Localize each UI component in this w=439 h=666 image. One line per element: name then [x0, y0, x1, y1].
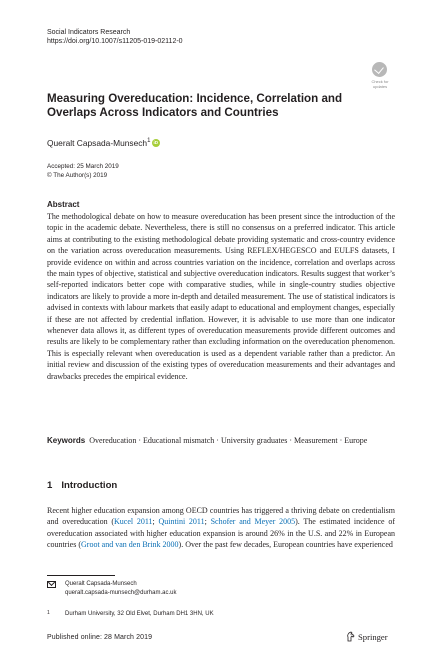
accepted-date: Accepted: 25 March 2019: [47, 163, 119, 170]
abstract-text: The methodological debate on how to measure overeducation has been present since the introduction of the topic in the academic debate. Nevertheless, there is still no consensus on a preferred indicator. This article aims at contributing to the existing methodological debate providing systematic and cross-country evidence on the variation across overeducation measurements. Using REFLEX/HEGESCO and EULFS datasets, I provide evidence on within and across countries variation on the incidence, correlation and overlaps across the main types of objective, statistical and subjective overeducation indicators. Results suggest that worker’s self-reported indicators better cope with comparative studies, while in single-country studies objective indicators are likely to provide a more in-depth and detailed measurement. The use of statistical indicators is advised in contexts with labour markets that easily adapt to educational and employment changes, especially if these are not affected by credential inflation. However, it is advisable to use more than one indicator whenever data allows it, as different types of overeducation measurements provide different outcomes and results are likely to be complementary rather than excluding information on the overeducation phenomenon. This is especially relevant when overeducation is used as a dependent variable rather than a predictor. An initial review and discussion of the existing types of overeducation measurements and their advantages and drawbacks precedes the empirical evidence.: [47, 212, 395, 381]
springer-horse-icon: [346, 631, 355, 642]
keywords-list: Overeducation · Educational mismatch · University graduates · Measurement · Europe: [89, 436, 368, 445]
corresponding-email[interactable]: queralt.capsada-munsech@durham.ac.uk: [65, 589, 177, 596]
intro-text: Recent higher education expansion among OECD countries has triggered a thriving debate on credentialism and overeducation (: [47, 506, 395, 527]
intro-text: ). The estimated incidence of overeducation associated with higher education expansion is around 26% in the U.S. and 22% in European countries (: [47, 517, 395, 550]
author-line: [47, 138, 160, 148]
journal-name: Social Indicators Research: [47, 29, 131, 36]
footnote-rule: [47, 575, 115, 576]
doi-link[interactable]: https://doi.org/10.1007/s11205-019-02112-0: [47, 38, 183, 45]
keywords-label: Keywords: [47, 436, 86, 445]
published-online: Published online: 28 March 2019: [47, 634, 153, 641]
citation-link[interactable]: Quintini 2011: [158, 517, 205, 527]
affiliation-text: Durham University, 32 Old Elvet, Durham DH1 3HN, UK: [65, 611, 214, 617]
journal-header: [47, 28, 183, 46]
author-affiliation-marker: 1: [147, 138, 151, 145]
corresponding-name: Queralt Capsada-Munsech: [65, 581, 137, 587]
badge-line2: updates: [372, 84, 388, 89]
article-title: Measuring Overeducation: Incidence, Correlation and Overlaps Across Indicators and Countries: [47, 92, 343, 119]
introduction-paragraph: [47, 505, 395, 551]
publisher-name: Springer: [358, 632, 388, 642]
section-number: 1: [47, 480, 53, 491]
abstract-heading: Abstract: [47, 200, 80, 209]
copyright: © The Author(s) 2019: [47, 172, 108, 179]
affiliation-footnote: [47, 610, 214, 617]
publisher-logo[interactable]: [346, 631, 388, 642]
envelope-icon: [47, 581, 56, 588]
corresponding-author: [47, 580, 176, 597]
orcid-icon[interactable]: [152, 139, 160, 147]
author-name: Queralt Capsada-Munsech: [47, 138, 148, 148]
check-icon: [372, 62, 387, 77]
citation-link[interactable]: Kucel 2011: [114, 517, 153, 527]
intro-text: ;: [152, 517, 159, 527]
intro-text: ). Over the past few decades, European countries have experienced: [178, 540, 393, 550]
section-title: Introduction: [61, 480, 118, 491]
keywords: [47, 435, 395, 446]
badge-line1: Check for: [371, 79, 389, 84]
affiliation-number: 1: [47, 610, 50, 616]
article-meta: [47, 162, 119, 180]
citation-link[interactable]: Schofer and Meyer 2005: [210, 517, 296, 527]
citation-link[interactable]: Groot and van den Brink 2000: [81, 540, 179, 550]
check-for-updates-badge[interactable]: [367, 62, 393, 93]
section-heading-introduction: [47, 480, 117, 491]
intro-text: ;: [204, 517, 211, 527]
